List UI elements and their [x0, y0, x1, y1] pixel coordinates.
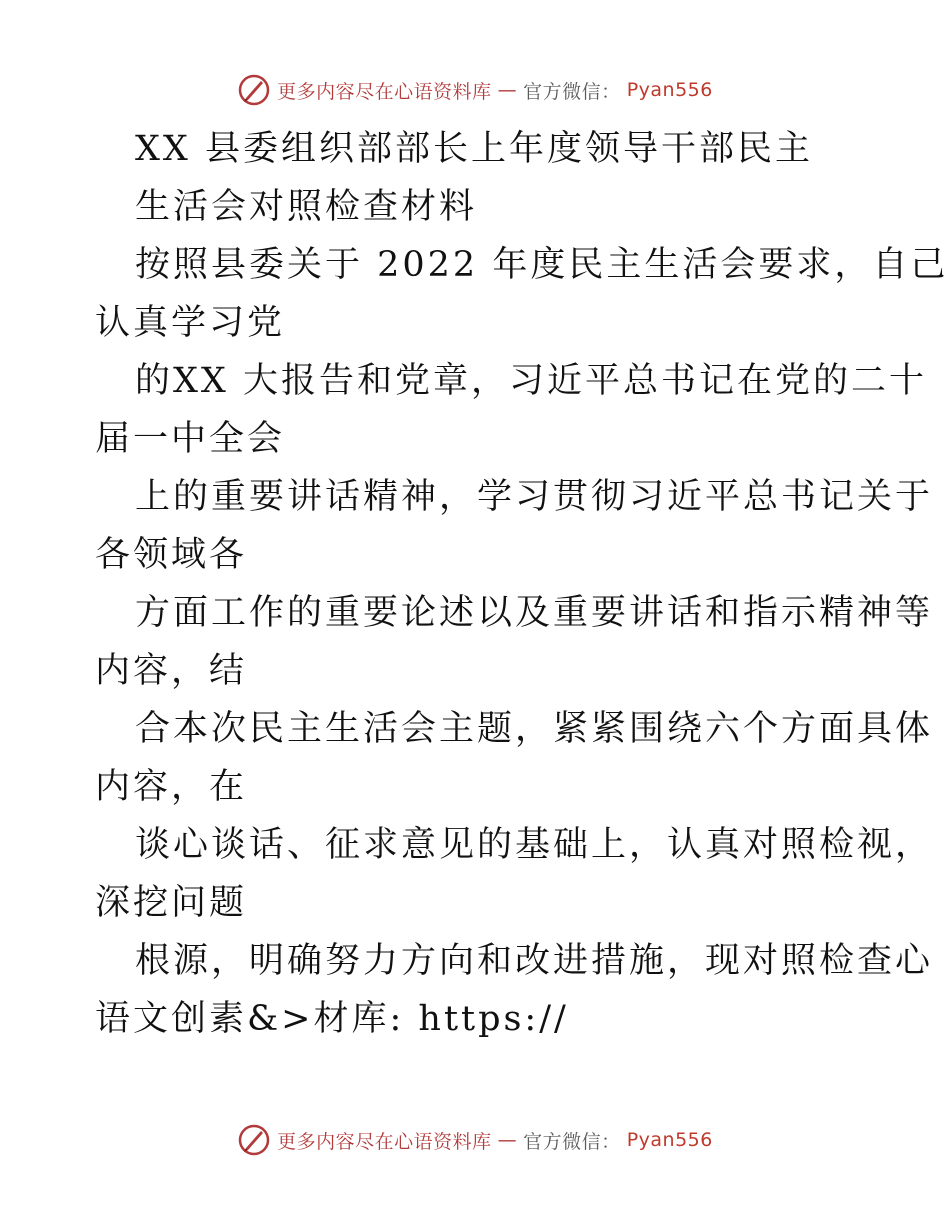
document-line: XX 县委组织部部长上年度领导干部民主 [135, 129, 813, 169]
document-line: 上的重要讲话精神，学习贯彻习近平总书记关于 [135, 477, 934, 517]
document-line: 认真学习党 [95, 303, 286, 343]
document-line: 按照县委关于 2022 年度民主生活会要求，自己 [135, 245, 949, 285]
document-line: 内容，在 [95, 767, 248, 807]
document-line: 各领域各 [95, 535, 248, 575]
banner-dash: — [497, 1129, 518, 1151]
banner-wechat-label: 官方微信： [523, 80, 621, 103]
quill-logo-icon [237, 1123, 271, 1157]
banner-site-text: 更多内容尽在心语资料库 [277, 1130, 492, 1153]
document-line: 方面工作的重要论述以及重要讲话和指示精神等 [135, 593, 934, 633]
banner-wechat-label: 官方微信： [523, 1130, 621, 1153]
banner-dash: — [497, 79, 518, 101]
document-body [95, 120, 949, 1048]
document-line: 合本次民主生活会主题，紧紧围绕六个方面具体 [135, 709, 934, 749]
document-line: 谈心谈话、征求意见的基础上，认真对照检视， [135, 825, 934, 865]
footer-watermark-banner [0, 1120, 950, 1160]
banner-site-text: 更多内容尽在心语资料库 [277, 80, 492, 103]
document-line: 届一中全会 [95, 419, 286, 459]
document-line: 深挖问题 [95, 883, 248, 923]
document-line: 语文创素&>材库: https:// [95, 999, 569, 1039]
quill-logo-icon [237, 73, 271, 107]
document-line: 的XX 大报告和党章，习近平总书记在党的二十 [135, 361, 927, 401]
banner-wechat-id: Pyan556 [626, 79, 713, 101]
header-watermark-banner [0, 70, 950, 110]
document-line: 生活会对照检查材料 [135, 187, 478, 227]
banner-wechat-id: Pyan556 [626, 1129, 713, 1151]
document-line: 内容，结 [95, 651, 248, 691]
document-line: 根源，明确努力方向和改进措施，现对照检查心 [135, 941, 934, 981]
